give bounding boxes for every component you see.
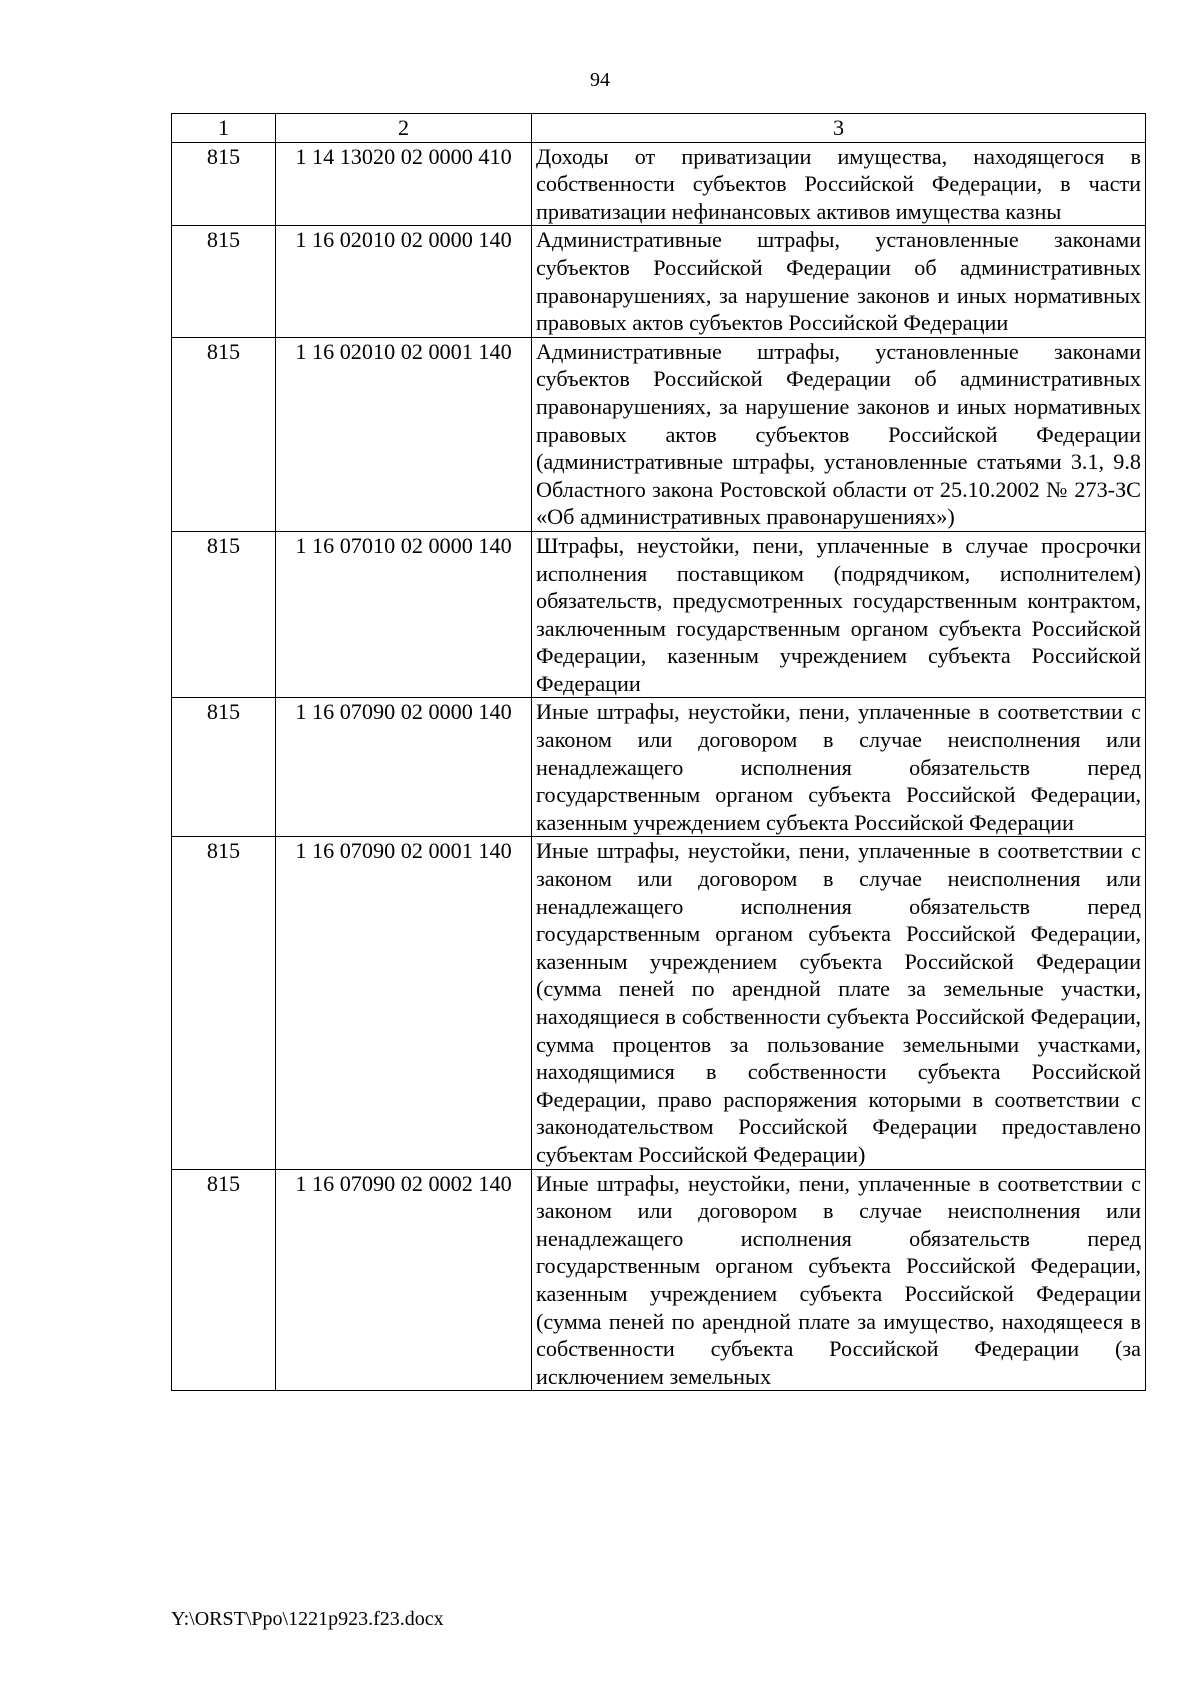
kbk-code-cell: 1 16 02010 02 0000 140 <box>276 226 532 337</box>
revenue-codes-table <box>171 113 1146 1391</box>
header-cell-3: 3 <box>532 114 1146 143</box>
page-number: 94 <box>590 69 610 91</box>
description-cell: Административные штрафы, установленные законами субъектов Российской Федерации об административных правонарушениях, за нарушение законов и иных нормативных правовых актов субъектов Российской Федерации (административные штрафы, установленные статьями 3.1, 9.8 Областного закона Ростовской области от 25.10.2002 № 273-ЗС «Об административных правонарушениях») <box>532 337 1146 531</box>
admin-code-cell: 815 <box>172 837 276 1169</box>
table-header-row <box>172 114 1146 143</box>
header-cell-1: 1 <box>172 114 276 143</box>
kbk-code-cell: 1 16 07090 02 0000 140 <box>276 698 532 837</box>
description-cell: Доходы от приватизации имущества, находящегося в собственности субъектов Российской Федерации, в части приватизации нефинансовых активов имущества казны <box>532 142 1146 226</box>
header-cell-2: 2 <box>276 114 532 143</box>
admin-code-cell: 815 <box>172 698 276 837</box>
table-row <box>172 142 1146 226</box>
table-row <box>172 1169 1146 1391</box>
kbk-code-cell: 1 16 07090 02 0001 140 <box>276 837 532 1169</box>
kbk-code-cell: 1 14 13020 02 0000 410 <box>276 142 532 226</box>
admin-code-cell: 815 <box>172 226 276 337</box>
admin-code-cell: 815 <box>172 531 276 698</box>
table-row <box>172 226 1146 337</box>
admin-code-cell: 815 <box>172 1169 276 1391</box>
description-cell: Штрафы, неустойки, пени, уплаченные в случае просрочки исполнения поставщиком (подрядчиком, исполнителем) обязательств, предусмотренных государственным контрактом, заключенным государственным органом субъекта Российской Федерации, казенным учреждением субъекта Российской Федерации <box>532 531 1146 698</box>
description-cell: Иные штрафы, неустойки, пени, уплаченные в соответствии с законом или договором в случае неисполнения или ненадлежащего исполнения обязательств перед государственным органом субъекта Российской Федерации, казенным учреждением субъекта Российской Федерации (сумма пеней по арендной плате за имущество, находящееся в собственности субъекта Российской Федерации (за исключением земельных <box>532 1169 1146 1391</box>
kbk-code-cell: 1 16 02010 02 0001 140 <box>276 337 532 531</box>
description-cell: Административные штрафы, установленные законами субъектов Российской Федерации об административных правонарушениях, за нарушение законов и иных нормативных правовых актов субъектов Российской Федерации <box>532 226 1146 337</box>
table-row <box>172 531 1146 698</box>
table-row <box>172 337 1146 531</box>
admin-code-cell: 815 <box>172 142 276 226</box>
description-cell: Иные штрафы, неустойки, пени, уплаченные в соответствии с законом или договором в случае неисполнения или ненадлежащего исполнения обязательств перед государственным органом субъекта Российской Федерации, казенным учреждением субъекта Российской Федерации <box>532 698 1146 837</box>
table-row <box>172 698 1146 837</box>
table-row <box>172 837 1146 1169</box>
description-cell: Иные штрафы, неустойки, пени, уплаченные в соответствии с законом или договором в случае неисполнения или ненадлежащего исполнения обязательств перед государственным органом субъекта Российской Федерации, казенным учреждением субъекта Российской Федерации (сумма пеней по арендной плате за земельные участки, находящиеся в собственности субъекта Российской Федерации, сумма процентов за пользование земельными участками, находящимися в собственности субъекта Российской Федерации, право распоряжения которыми в соответствии с законодательством Российской Федерации предоставлено субъектам Российской Федерации) <box>532 837 1146 1169</box>
admin-code-cell: 815 <box>172 337 276 531</box>
footer-file-path: Y:\ORST\Ppo\1221p923.f23.docx <box>171 1608 444 1630</box>
kbk-code-cell: 1 16 07010 02 0000 140 <box>276 531 532 698</box>
kbk-code-cell: 1 16 07090 02 0002 140 <box>276 1169 532 1391</box>
